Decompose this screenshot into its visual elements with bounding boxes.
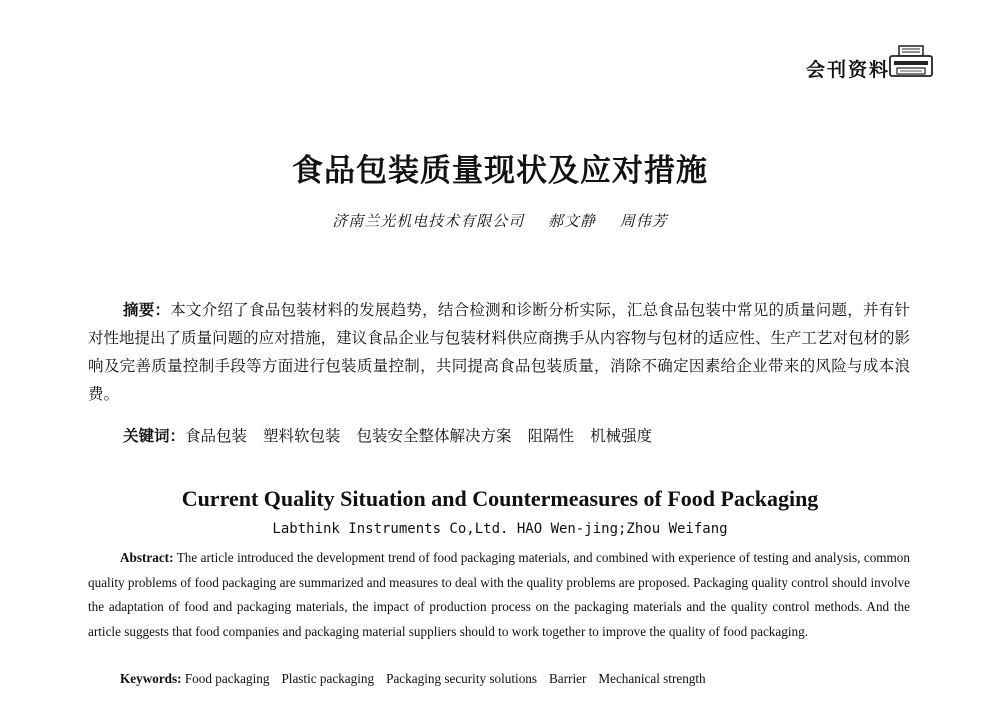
english-keywords — [120, 671, 706, 687]
chinese-authors — [0, 210, 1000, 231]
english-title: Current Quality Situation and Countermeasures of Food Packaging — [181, 486, 819, 511]
keyword-cn: 机械强度 — [590, 427, 653, 445]
keyword-cn: 食品包装 — [185, 427, 248, 445]
journal-section-tag: 会刊资料 — [805, 59, 890, 81]
keyword-en: Food packaging — [184, 671, 270, 686]
chinese-title: 食品包装质量现状及应对措施 — [292, 153, 708, 189]
abstract-text-cn: 本文介绍了食品包装材料的发展趋势，结合检测和诊断分析实际，汇总食品包装中常见的质量问题，并有针对性地提出了质量问题的应对措施，建议食品企业与包装材料供应商携手从内容物与包材的适应性、生产工艺对包材的影响及完善质量控制手段等方面进行包装质量控制，共同提高食品包装质量，消除不确定因素给企业带来的风险与成本浪费。 — [88, 301, 910, 403]
keyword-en: Mechanical strength — [598, 671, 706, 686]
abstract-label-en: Abstract: — [120, 550, 174, 565]
english-authors: Labthink Instruments Co,Ltd. HAO Wen-jing;Zhou Weifang — [272, 521, 728, 537]
keyword-cn: 塑料软包装 — [263, 427, 341, 445]
printer-icon — [888, 44, 934, 80]
abstract-text-en: The article introduced the development trend of food packaging materials, and combined with experience of testing and analysis, common quality problems of food packaging are summarized and measures to deal with the quality problems are proposed. Packaging quality control should involve the adaptation of food and packaging materials, the impact of production process on the packaging materials and the quality control methods. And the article suggests that food companies and packaging material suppliers should to work together to improve the quality of food packaging. — [88, 550, 910, 639]
author-name-cn: 周伟芳 — [619, 212, 668, 230]
chinese-keywords — [123, 424, 652, 446]
company-name-cn: 济南兰光机电技术有限公司 — [332, 212, 525, 230]
keyword-en: Plastic packaging — [281, 671, 375, 686]
english-abstract — [88, 546, 910, 644]
keyword-en: Barrier — [549, 671, 587, 686]
keywords-label-cn: 关键词： — [123, 427, 186, 445]
author-name-cn: 郝文静 — [547, 212, 596, 230]
keyword-cn: 阻隔性 — [527, 427, 575, 445]
keywords-label-en: Keywords: — [120, 671, 182, 686]
abstract-label-cn: 摘要： — [123, 301, 171, 319]
chinese-abstract — [88, 296, 910, 408]
keyword-en: Packaging security solutions — [386, 671, 538, 686]
keyword-cn: 包装安全整体解决方案 — [356, 427, 512, 445]
